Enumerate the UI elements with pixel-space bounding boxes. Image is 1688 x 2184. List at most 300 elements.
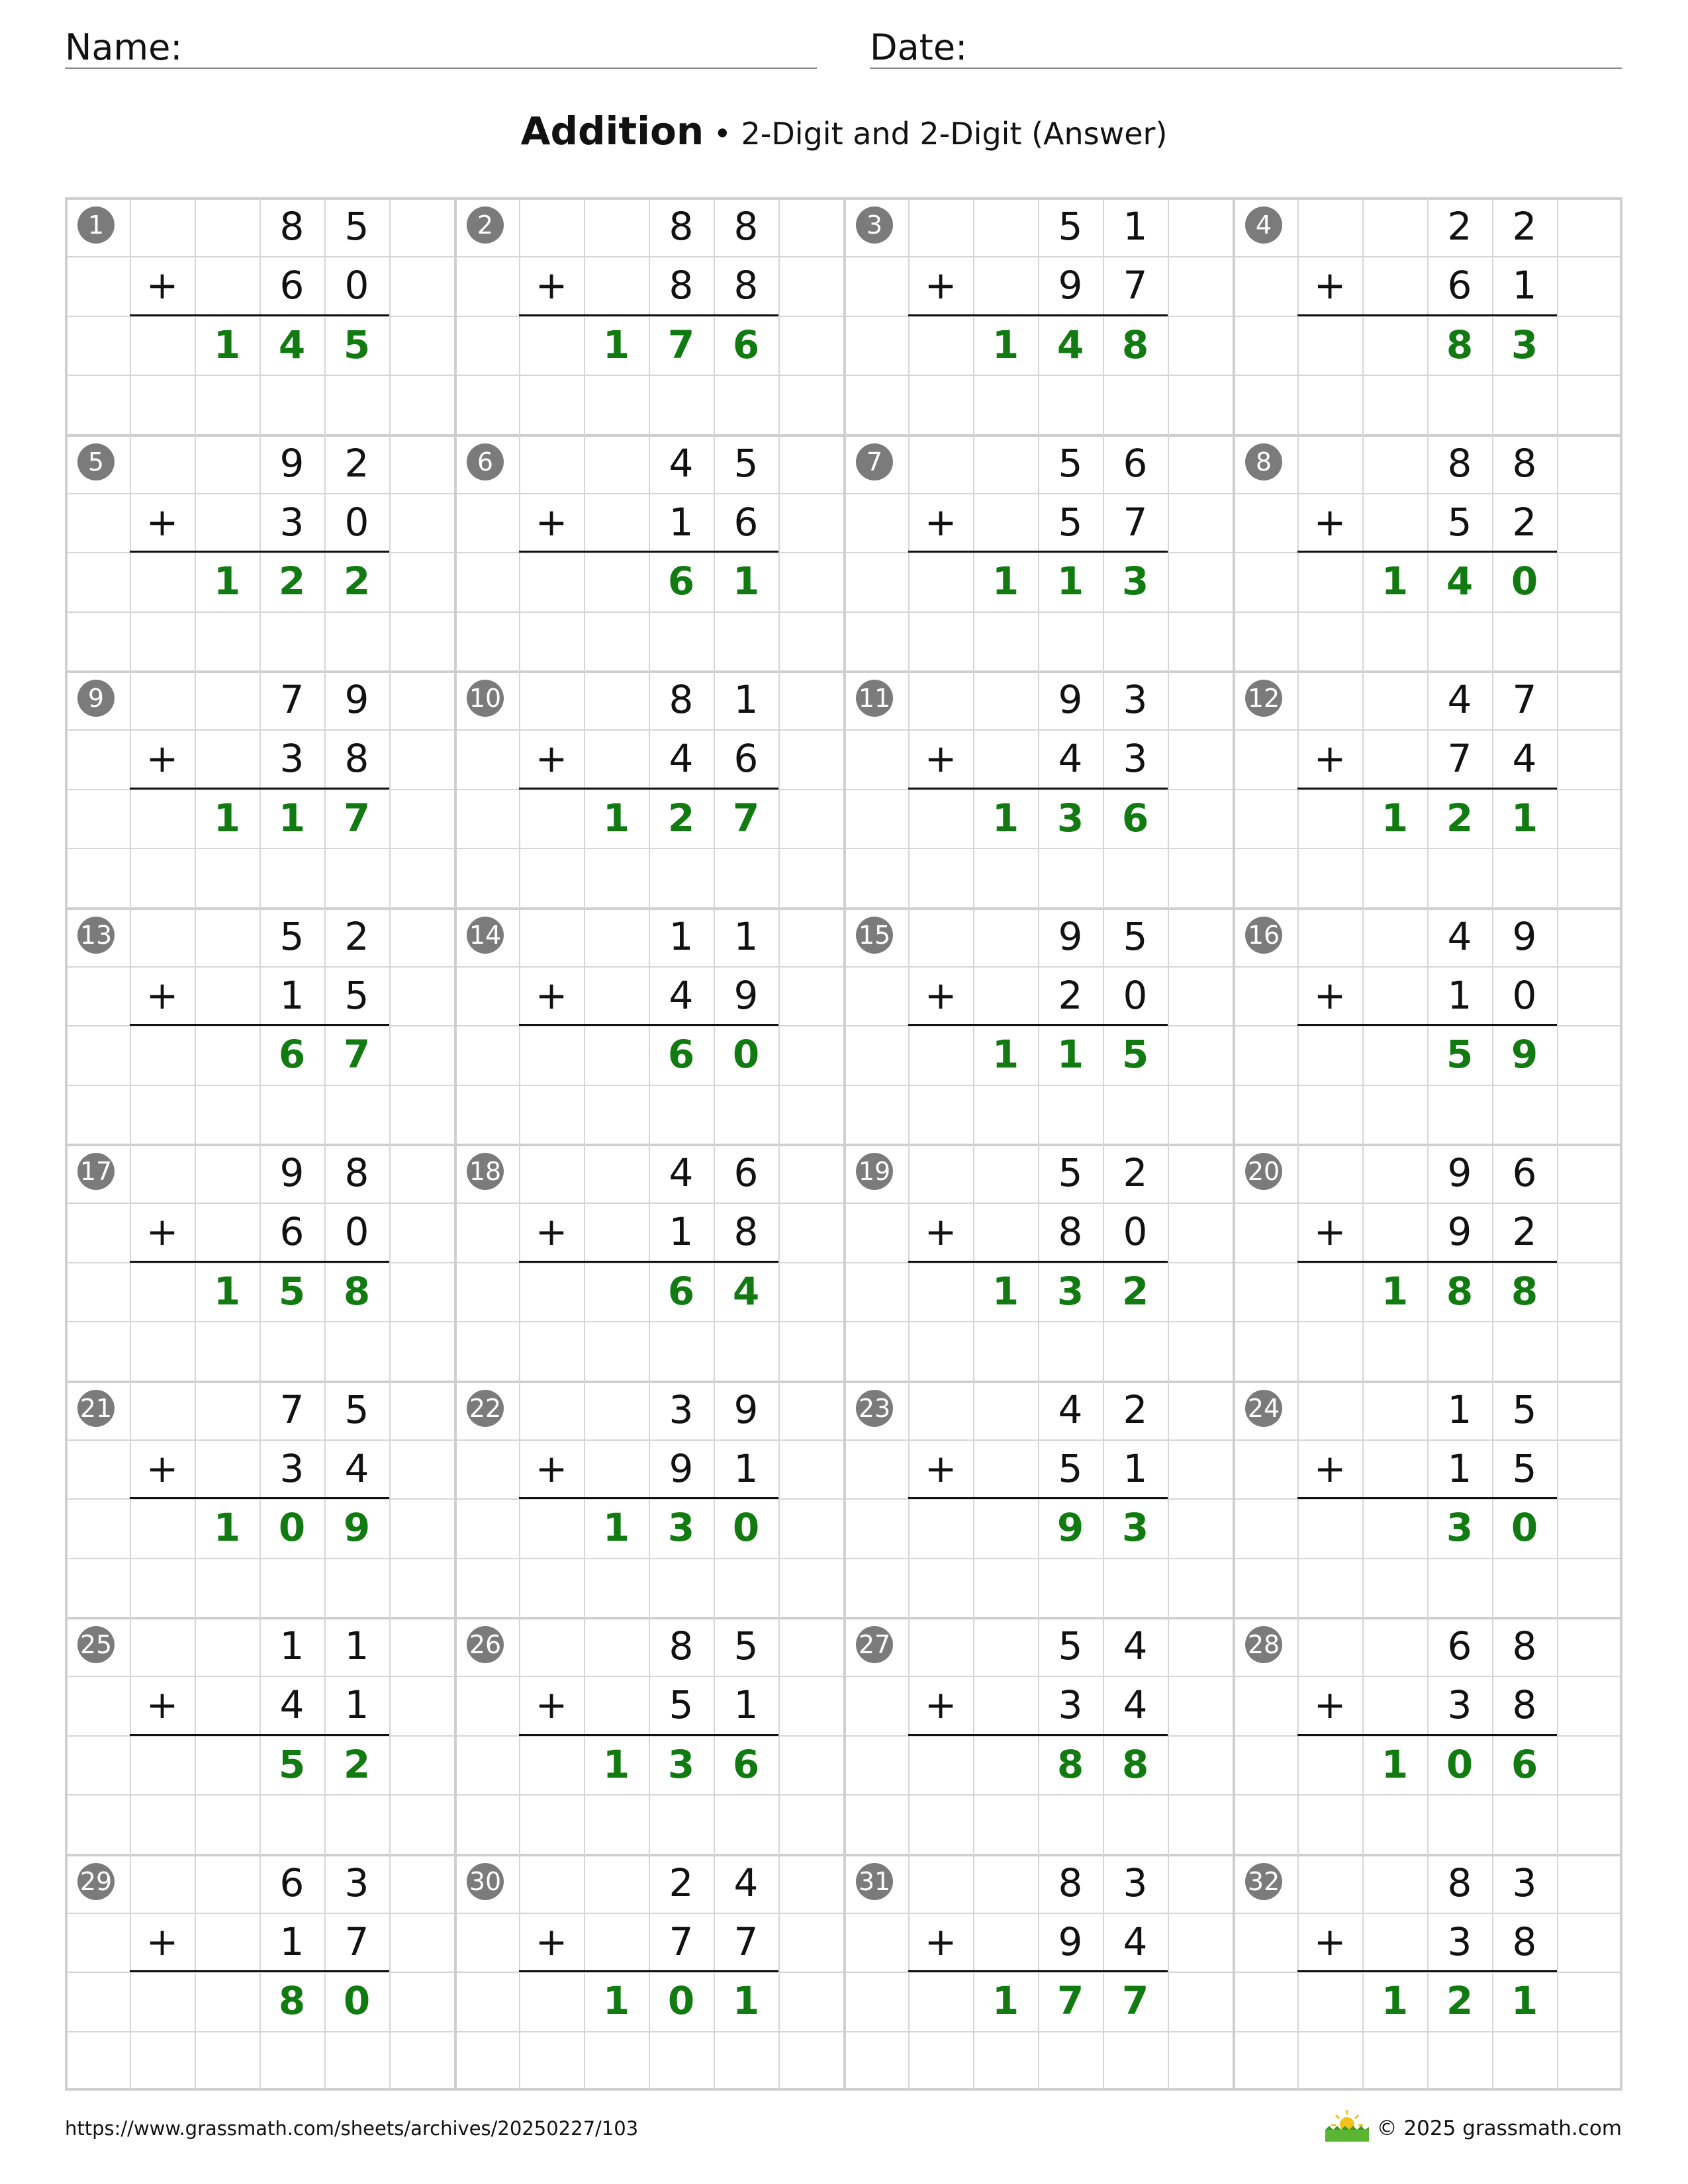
answer-digit: 0 (1511, 559, 1538, 604)
grid-line (1362, 197, 1364, 2090)
addend-top-digit: 9 (279, 1150, 305, 1195)
addend-top-digit: 2 (1123, 1387, 1148, 1432)
problem-number-badge: 10 (467, 680, 504, 717)
addend-top-digit: 3 (669, 1387, 694, 1432)
answer-digit: 3 (1511, 322, 1538, 367)
addend-bottom-digit: 3 (279, 499, 305, 545)
grid-line (454, 197, 457, 2090)
addend-bottom-digit: 6 (279, 263, 305, 308)
answer-line (1297, 1261, 1557, 1263)
problem-number-badge: 12 (1245, 680, 1282, 717)
grid-line (778, 197, 780, 2090)
answer-digit: 5 (1446, 1032, 1474, 1077)
answer-digit: 1 (1381, 559, 1409, 604)
name-field[interactable] (65, 26, 817, 69)
answer-line (1297, 1734, 1557, 1736)
addend-bottom-digit: 4 (1058, 736, 1083, 782)
plus-sign: + (1313, 972, 1346, 1018)
answer-digit: 0 (278, 1505, 306, 1551)
addend-top-digit: 4 (1447, 677, 1472, 722)
answer-digit: 3 (667, 1741, 695, 1787)
problem-number-badge: 20 (1245, 1153, 1282, 1190)
answer-digit: 1 (1056, 559, 1084, 604)
grid-line (519, 197, 520, 2090)
answer-digit: 3 (1056, 1268, 1084, 1314)
answer-line (1297, 551, 1557, 553)
grassmath-logo-icon (1323, 2107, 1372, 2144)
answer-digit: 1 (213, 1505, 241, 1551)
grid-line (1297, 197, 1299, 2090)
addend-top-digit: 2 (1512, 204, 1537, 249)
answer-digit: 6 (667, 1032, 695, 1077)
footer-url: https://www.grassmath.com/sheets/archives/20250227/103 (65, 2117, 639, 2140)
addend-bottom-digit: 1 (279, 972, 305, 1018)
addend-top-digit: 2 (344, 913, 369, 959)
addend-bottom-digit: 8 (344, 736, 369, 782)
plus-sign: + (535, 263, 568, 308)
answer-digit: 1 (992, 1032, 1019, 1077)
addend-top-digit: 9 (1512, 913, 1537, 959)
grid-line (1233, 197, 1235, 2090)
plus-sign: + (1313, 1919, 1346, 1964)
answer-digit: 7 (732, 795, 760, 841)
answer-digit: 8 (1121, 1741, 1149, 1787)
answer-digit: 1 (602, 1978, 630, 2024)
problem-number-badge: 2 (467, 206, 504, 244)
addend-bottom-digit: 6 (279, 1209, 305, 1255)
plus-sign: + (1313, 499, 1346, 545)
answer-line (130, 1024, 389, 1026)
plus-sign: + (146, 972, 179, 1018)
addend-top-digit: 9 (1058, 913, 1083, 959)
answer-digit: 5 (278, 1268, 306, 1314)
addend-bottom-digit: 2 (1512, 499, 1537, 545)
grid-line (843, 197, 846, 2090)
problem-number-badge: 15 (856, 917, 893, 954)
addend-top-digit: 4 (669, 440, 694, 486)
answer-line (519, 1024, 778, 1026)
addend-top-digit: 8 (1447, 440, 1472, 486)
addend-top-digit: 2 (1123, 1150, 1148, 1195)
problem-number-badge: 16 (1245, 917, 1282, 954)
answer-digit: 1 (1381, 1268, 1409, 1314)
addend-bottom-digit: 5 (1058, 1445, 1083, 1491)
answer-line (1297, 788, 1557, 790)
addend-bottom-digit: 0 (344, 263, 369, 308)
answer-line (908, 1497, 1168, 1499)
addend-bottom-digit: 2 (1058, 972, 1083, 1018)
addend-top-digit: 5 (1512, 1387, 1537, 1432)
problem-number-badge: 17 (77, 1153, 115, 1190)
answer-digit: 6 (732, 322, 760, 367)
answer-digit: 2 (1446, 795, 1474, 841)
addend-bottom-digit: 4 (279, 1682, 305, 1728)
problem-number-badge: 1 (77, 206, 115, 244)
plus-sign: + (924, 1209, 957, 1255)
addend-bottom-digit: 5 (1058, 499, 1083, 545)
answer-digit: 8 (1056, 1741, 1084, 1787)
addend-bottom-digit: 4 (1123, 1919, 1148, 1964)
addend-bottom-digit: 1 (344, 1682, 369, 1728)
answer-digit: 1 (1056, 1032, 1084, 1077)
plus-sign: + (535, 1919, 568, 1964)
addend-top-digit: 8 (669, 1623, 694, 1668)
addend-bottom-digit: 1 (1447, 972, 1472, 1018)
addend-top-digit: 9 (1447, 1150, 1472, 1195)
answer-digit: 1 (1381, 1741, 1409, 1787)
grid-line (195, 197, 196, 2090)
worksheet-title (0, 105, 1688, 167)
grid-line (584, 197, 585, 2090)
addend-bottom-digit: 4 (1123, 1682, 1148, 1728)
answer-digit: 1 (213, 322, 241, 367)
answer-digit: 1 (1511, 1978, 1538, 2024)
addend-bottom-digit: 1 (1123, 1445, 1148, 1491)
problem-number-badge: 24 (1245, 1390, 1282, 1427)
addend-bottom-digit: 1 (1447, 1445, 1472, 1491)
addend-top-digit: 8 (733, 204, 759, 249)
addend-top-digit: 5 (1058, 204, 1083, 249)
addend-top-digit: 6 (1123, 440, 1148, 486)
answer-digit: 1 (992, 322, 1019, 367)
answer-digit: 3 (667, 1505, 695, 1551)
answer-digit: 1 (602, 1505, 630, 1551)
answer-digit: 1 (992, 559, 1019, 604)
answer-digit: 8 (278, 1978, 306, 2024)
answer-digit: 2 (278, 559, 306, 604)
plus-sign: + (146, 1209, 179, 1255)
addend-top-digit: 7 (279, 677, 305, 722)
answer-digit: 4 (732, 1268, 760, 1314)
problem-number-badge: 27 (856, 1626, 893, 1663)
addend-bottom-digit: 4 (669, 972, 694, 1018)
addend-top-digit: 4 (1058, 1387, 1083, 1432)
plus-sign: + (535, 499, 568, 545)
addend-bottom-digit: 0 (344, 1209, 369, 1255)
date-label: Date: (870, 26, 968, 68)
addend-top-digit: 9 (279, 440, 305, 486)
plus-sign: + (924, 972, 957, 1018)
plus-sign: + (924, 499, 957, 545)
answer-digit: 1 (1511, 795, 1538, 841)
answer-digit: 2 (667, 795, 695, 841)
answer-digit: 3 (1121, 1505, 1149, 1551)
addend-bottom-digit: 3 (279, 1445, 305, 1491)
answer-digit: 7 (667, 322, 695, 367)
addend-top-digit: 4 (1447, 913, 1472, 959)
plus-sign: + (1313, 1682, 1346, 1728)
addend-bottom-digit: 3 (279, 736, 305, 782)
addend-top-digit: 5 (733, 440, 759, 486)
addend-top-digit: 5 (733, 1623, 759, 1668)
answer-line (130, 1970, 389, 1972)
addend-bottom-digit: 6 (733, 736, 759, 782)
answer-digit: 3 (1121, 559, 1149, 604)
addend-top-digit: 8 (344, 1150, 369, 1195)
addend-top-digit: 8 (1512, 1623, 1537, 1668)
addend-bottom-digit: 9 (1447, 1209, 1472, 1255)
answer-digit: 3 (1446, 1505, 1474, 1551)
answer-line (908, 1261, 1168, 1263)
addend-top-digit: 1 (1123, 204, 1148, 249)
answer-digit: 1 (602, 322, 630, 367)
answer-line (1297, 1497, 1557, 1499)
addend-bottom-digit: 9 (733, 972, 759, 1018)
answer-digit: 7 (343, 1032, 371, 1077)
addend-bottom-digit: 5 (1447, 499, 1472, 545)
problem-number-badge: 4 (1245, 206, 1282, 244)
addend-top-digit: 9 (733, 1387, 759, 1432)
answer-line (519, 314, 778, 316)
addend-bottom-digit: 0 (344, 499, 369, 545)
addend-top-digit: 8 (1058, 1860, 1083, 1905)
addend-bottom-digit: 3 (1123, 736, 1148, 782)
addend-bottom-digit: 8 (669, 263, 694, 308)
addend-bottom-digit: 9 (1058, 1919, 1083, 1964)
plus-sign: + (146, 263, 179, 308)
addend-bottom-digit: 5 (669, 1682, 694, 1728)
date-field[interactable] (870, 26, 1622, 69)
addend-top-digit: 5 (344, 204, 369, 249)
addend-bottom-digit: 8 (733, 1209, 759, 1255)
answer-digit: 4 (1446, 559, 1474, 604)
answer-digit: 7 (1056, 1978, 1084, 2024)
addend-bottom-digit: 8 (1512, 1919, 1537, 1964)
answer-digit: 4 (278, 322, 306, 367)
addend-top-digit: 2 (669, 1860, 694, 1905)
problem-number-badge: 32 (1245, 1863, 1282, 1900)
plus-sign: + (535, 736, 568, 782)
addend-top-digit: 8 (279, 204, 305, 249)
answer-digit: 1 (732, 1978, 760, 2024)
addend-bottom-digit: 7 (669, 1919, 694, 1964)
plus-sign: + (146, 499, 179, 545)
addend-bottom-digit: 9 (669, 1445, 694, 1491)
answer-line (908, 314, 1168, 316)
problem-number-badge: 11 (856, 680, 893, 717)
problem-grid (65, 197, 1622, 2090)
addend-top-digit: 5 (279, 913, 305, 959)
grid-line (973, 197, 974, 2090)
addend-top-digit: 1 (733, 677, 759, 722)
answer-line (1297, 1024, 1557, 1026)
addend-top-digit: 8 (1512, 440, 1537, 486)
problem-number-badge: 8 (1245, 443, 1282, 480)
plus-sign: + (924, 263, 957, 308)
addend-top-digit: 6 (279, 1860, 305, 1905)
addend-top-digit: 4 (669, 1150, 694, 1195)
plus-sign: + (924, 1445, 957, 1491)
plus-sign: + (535, 972, 568, 1018)
answer-line (1297, 314, 1557, 316)
problem-number-badge: 19 (856, 1153, 893, 1190)
plus-sign: + (1313, 1209, 1346, 1255)
addend-bottom-digit: 6 (1447, 263, 1472, 308)
addend-bottom-digit: 1 (669, 499, 694, 545)
addend-top-digit: 1 (1447, 1387, 1472, 1432)
answer-digit: 6 (278, 1032, 306, 1077)
answer-digit: 1 (992, 795, 1019, 841)
addend-top-digit: 3 (1512, 1860, 1537, 1905)
answer-digit: 7 (1121, 1978, 1149, 2024)
grid-line (908, 197, 910, 2090)
addend-top-digit: 5 (1123, 913, 1148, 959)
problem-number-badge: 26 (467, 1626, 504, 1663)
plus-sign: + (146, 736, 179, 782)
addend-top-digit: 4 (1123, 1623, 1148, 1668)
plus-sign: + (535, 1209, 568, 1255)
answer-digit: 6 (667, 559, 695, 604)
answer-line (130, 314, 389, 316)
answer-line (908, 1734, 1168, 1736)
addend-bottom-digit: 0 (1512, 972, 1537, 1018)
answer-line (519, 551, 778, 553)
problem-number-badge: 14 (467, 917, 504, 954)
answer-line (130, 551, 389, 553)
addend-top-digit: 3 (1123, 677, 1148, 722)
problem-number-badge: 23 (856, 1390, 893, 1427)
addend-top-digit: 8 (669, 204, 694, 249)
answer-line (908, 551, 1168, 553)
problem-number-badge: 31 (856, 1863, 893, 1900)
addend-bottom-digit: 4 (344, 1445, 369, 1491)
plus-sign: + (146, 1919, 179, 1964)
problem-number-badge: 3 (856, 206, 893, 244)
answer-digit: 6 (667, 1268, 695, 1314)
answer-digit: 7 (343, 795, 371, 841)
addend-top-digit: 1 (733, 913, 759, 959)
grid-line (130, 197, 131, 2090)
answer-digit: 9 (343, 1505, 371, 1551)
addend-bottom-digit: 7 (344, 1919, 369, 1964)
answer-line (519, 1970, 778, 1972)
plus-sign: + (535, 1445, 568, 1491)
answer-line (519, 788, 778, 790)
answer-digit: 6 (1511, 1741, 1538, 1787)
answer-digit: 5 (278, 1741, 306, 1787)
answer-digit: 6 (732, 1741, 760, 1787)
answer-digit: 1 (602, 1741, 630, 1787)
answer-digit: 8 (1511, 1268, 1538, 1314)
answer-digit: 2 (1121, 1268, 1149, 1314)
addend-bottom-digit: 0 (1123, 972, 1148, 1018)
answer-line (1297, 1970, 1557, 1972)
addend-top-digit: 2 (1447, 204, 1472, 249)
addend-top-digit: 4 (733, 1860, 759, 1905)
plus-sign: + (924, 736, 957, 782)
plus-sign: + (924, 1682, 957, 1728)
addend-bottom-digit: 1 (279, 1919, 305, 1964)
answer-digit: 0 (732, 1505, 760, 1551)
answer-line (130, 1734, 389, 1736)
addend-top-digit: 8 (1447, 1860, 1472, 1905)
addend-top-digit: 7 (1512, 677, 1537, 722)
problem-number-badge: 13 (77, 917, 115, 954)
answer-digit: 8 (1446, 1268, 1474, 1314)
addend-top-digit: 5 (344, 1387, 369, 1432)
addend-top-digit: 5 (1058, 1150, 1083, 1195)
addend-bottom-digit: 7 (1123, 499, 1148, 545)
addend-bottom-digit: 4 (669, 736, 694, 782)
addend-bottom-digit: 7 (733, 1919, 759, 1964)
problem-number-badge: 7 (856, 443, 893, 480)
problem-number-badge: 22 (467, 1390, 504, 1427)
answer-digit: 1 (1381, 795, 1409, 841)
addend-top-digit: 3 (344, 1860, 369, 1905)
addend-bottom-digit: 0 (1123, 1209, 1148, 1255)
answer-digit: 9 (1056, 1505, 1084, 1551)
answer-digit: 0 (1446, 1741, 1474, 1787)
addend-top-digit: 6 (1512, 1150, 1537, 1195)
problem-number-badge: 25 (77, 1626, 115, 1663)
answer-digit: 0 (1511, 1505, 1538, 1551)
addend-top-digit: 9 (1058, 677, 1083, 722)
name-label: Name: (65, 26, 183, 68)
addend-top-digit: 2 (344, 440, 369, 486)
grid-line (1557, 197, 1558, 2090)
footer-copyright: © 2025 grassmath.com (1376, 2116, 1622, 2140)
answer-digit: 5 (343, 322, 371, 367)
answer-digit: 1 (213, 559, 241, 604)
addend-top-digit: 6 (733, 1150, 759, 1195)
answer-line (908, 1970, 1168, 1972)
grid-line (1168, 197, 1169, 2090)
problem-number-badge: 5 (77, 443, 115, 480)
grid-line (389, 197, 391, 2090)
grid-line (1620, 197, 1622, 2090)
addend-top-digit: 1 (279, 1623, 305, 1668)
answer-digit: 1 (213, 795, 241, 841)
answer-digit: 1 (278, 795, 306, 841)
addend-top-digit: 3 (1123, 1860, 1148, 1905)
answer-digit: 1 (1381, 1978, 1409, 2024)
answer-digit: 1 (602, 795, 630, 841)
addend-top-digit: 1 (669, 913, 694, 959)
addend-bottom-digit: 5 (344, 972, 369, 1018)
plus-sign: + (146, 1682, 179, 1728)
answer-digit: 9 (1511, 1032, 1538, 1077)
answer-digit: 8 (1446, 322, 1474, 367)
answer-digit: 1 (213, 1268, 241, 1314)
answer-line (130, 788, 389, 790)
problem-number-badge: 18 (467, 1153, 504, 1190)
answer-digit: 2 (343, 1741, 371, 1787)
answer-digit: 0 (667, 1978, 695, 2024)
addend-top-digit: 7 (279, 1387, 305, 1432)
title-subtitle: • 2-Digit and 2-Digit (Answer) (704, 116, 1168, 152)
answer-digit: 1 (992, 1268, 1019, 1314)
answer-line (908, 788, 1168, 790)
problem-number-badge: 6 (467, 443, 504, 480)
problem-number-badge: 30 (467, 1863, 504, 1900)
plus-sign: + (535, 1682, 568, 1728)
addend-bottom-digit: 1 (1512, 263, 1537, 308)
answer-digit: 2 (343, 559, 371, 604)
answer-digit: 8 (1121, 322, 1149, 367)
addend-bottom-digit: 1 (733, 1682, 759, 1728)
addend-bottom-digit: 3 (1447, 1919, 1472, 1964)
addend-bottom-digit: 8 (1512, 1682, 1537, 1728)
addend-top-digit: 5 (1058, 1623, 1083, 1668)
addend-bottom-digit: 7 (1123, 263, 1148, 308)
plus-sign: + (924, 1919, 957, 1964)
addend-top-digit: 5 (1058, 440, 1083, 486)
addend-bottom-digit: 6 (733, 499, 759, 545)
grid-line (65, 197, 68, 2090)
plus-sign: + (146, 1445, 179, 1491)
addend-bottom-digit: 8 (1058, 1209, 1083, 1255)
addend-bottom-digit: 1 (733, 1445, 759, 1491)
